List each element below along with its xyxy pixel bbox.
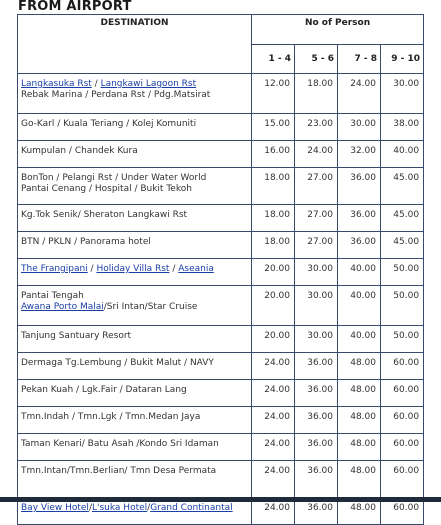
price-cell: 60.00	[381, 380, 424, 407]
price-cell: 40.00	[338, 286, 381, 326]
price-cell: 48.00	[338, 407, 381, 434]
price-cell: 30.00	[295, 326, 338, 353]
table-row	[18, 259, 424, 286]
destination-text: Rebak Marina / Perdana Rst / Pdg.Matsirat	[21, 90, 211, 100]
destination-text: /	[147, 503, 151, 513]
destination-text: Taman Kenari/ Batu Asah /Kondo Sri Idaman	[21, 439, 219, 449]
price-cell: 45.00	[381, 205, 424, 232]
destination-link[interactable]: Bay View Hotel	[21, 503, 89, 513]
price-cell: 60.00	[381, 461, 424, 498]
table-row	[18, 141, 424, 168]
destination-link[interactable]: Langkasuka Rst	[21, 79, 92, 89]
destination-header: DESTINATION	[18, 15, 252, 74]
destination-line	[21, 210, 248, 221]
price-cell: 24.00	[252, 380, 295, 407]
price-cell: 48.00	[338, 461, 381, 498]
destination-cell	[18, 168, 252, 205]
price-cell: 40.00	[381, 141, 424, 168]
price-cell: 18.00	[295, 74, 338, 114]
destination-cell	[18, 141, 252, 168]
table-row	[18, 286, 424, 326]
table-row	[18, 168, 424, 205]
price-cell: 18.00	[252, 232, 295, 259]
price-cell: 36.00	[295, 434, 338, 461]
destination-link[interactable]: Awana Porto Malai	[21, 302, 104, 312]
price-cell: 24.00	[252, 461, 295, 498]
destination-line	[21, 90, 248, 101]
price-cell: 36.00	[338, 168, 381, 205]
price-cell: 36.00	[338, 205, 381, 232]
destination-text: /	[169, 264, 179, 274]
table-row	[18, 74, 424, 114]
price-cell: 20.00	[252, 326, 295, 353]
destination-link[interactable]: L'suka Hotel	[91, 503, 148, 513]
destination-text: Tmn.Intan/Tmn.Berlian/ Tmn Desa Permata	[21, 466, 217, 476]
price-cell: 24.00	[295, 141, 338, 168]
header-row	[18, 15, 424, 45]
price-cell: 36.00	[295, 498, 338, 525]
price-cell: 60.00	[381, 353, 424, 380]
destination-line	[21, 439, 248, 450]
destination-line	[21, 173, 248, 184]
destination-cell	[18, 286, 252, 326]
destination-line	[21, 119, 248, 130]
table-row	[18, 326, 424, 353]
price-cell: 24.00	[252, 407, 295, 434]
price-cell: 36.00	[295, 353, 338, 380]
price-cell: 18.00	[252, 205, 295, 232]
section-title: FROM AIRPORT	[18, 0, 132, 14]
destination-line	[21, 385, 248, 396]
price-cell: 36.00	[295, 461, 338, 498]
price-cell: 30.00	[295, 259, 338, 286]
price-cell: 30.00	[295, 286, 338, 326]
price-cell: 60.00	[381, 407, 424, 434]
price-cell: 32.00	[338, 141, 381, 168]
destination-cell	[18, 326, 252, 353]
price-cell: 45.00	[381, 232, 424, 259]
table-row	[18, 353, 424, 380]
destination-text: BTN / PKLN / Panorama hotel	[21, 237, 151, 247]
price-cell: 16.00	[252, 141, 295, 168]
price-cell: 36.00	[295, 407, 338, 434]
destination-line	[21, 184, 248, 195]
price-cell: 48.00	[338, 434, 381, 461]
price-cell: 40.00	[338, 326, 381, 353]
group-header-5-6: 5 - 6	[295, 45, 338, 74]
group-header-9-10: 9 - 10	[381, 45, 424, 74]
destination-link[interactable]: Holiday Villa Rst	[96, 264, 170, 274]
destination-cell	[18, 114, 252, 141]
destination-text: Tmn.Indah / Tmn.Lgk / Tmn.Medan Jaya	[21, 412, 201, 422]
destination-text: Kumpulan / Chandek Kura	[21, 146, 138, 156]
price-cell: 23.00	[295, 114, 338, 141]
fare-table	[17, 14, 424, 525]
price-cell: 15.00	[252, 114, 295, 141]
price-cell: 48.00	[338, 353, 381, 380]
destination-cell	[18, 74, 252, 114]
price-cell: 50.00	[381, 326, 424, 353]
destination-cell	[18, 407, 252, 434]
destination-line	[21, 291, 248, 302]
price-cell: 48.00	[338, 498, 381, 525]
price-cell: 24.00	[252, 498, 295, 525]
price-cell: 27.00	[295, 205, 338, 232]
table-row	[18, 114, 424, 141]
table-row	[18, 205, 424, 232]
destination-link[interactable]: Langkawi Lagoon Rst	[100, 79, 197, 89]
destination-line	[21, 331, 248, 342]
price-cell: 20.00	[252, 259, 295, 286]
destination-text: /	[91, 79, 101, 89]
price-cell: 50.00	[381, 286, 424, 326]
price-cell: 27.00	[295, 232, 338, 259]
price-cell: 48.00	[338, 380, 381, 407]
price-cell: 30.00	[381, 74, 424, 114]
price-cell: 20.00	[252, 286, 295, 326]
price-cell: 60.00	[381, 434, 424, 461]
destination-cell	[18, 353, 252, 380]
destination-text: /Sri Intan/Star Cruise	[103, 302, 198, 312]
price-cell: 36.00	[295, 380, 338, 407]
destination-link[interactable]: Aseania	[178, 264, 214, 274]
price-cell: 12.00	[252, 74, 295, 114]
destination-line	[21, 503, 248, 514]
price-cell: 40.00	[338, 259, 381, 286]
price-cell: 36.00	[338, 232, 381, 259]
destination-text: Pantai Tengah	[21, 291, 84, 301]
destination-cell	[18, 259, 252, 286]
destination-text: BonTon / Pelangi Rst / Under Water World	[21, 173, 207, 183]
destination-line	[21, 146, 248, 157]
price-cell: 45.00	[381, 168, 424, 205]
price-cell: 30.00	[338, 114, 381, 141]
table-row	[18, 380, 424, 407]
destination-line	[21, 412, 248, 423]
price-cell: 18.00	[252, 168, 295, 205]
destination-link[interactable]: The Frangipani	[21, 264, 88, 274]
destination-line	[21, 302, 248, 313]
destination-text: /	[87, 264, 97, 274]
price-cell: 24.00	[252, 434, 295, 461]
destination-line	[21, 237, 248, 248]
price-cell: 24.00	[252, 353, 295, 380]
price-cell: 50.00	[381, 259, 424, 286]
group-header-1-4: 1 - 4	[252, 45, 295, 74]
price-cell: 24.00	[338, 74, 381, 114]
table-row	[18, 434, 424, 461]
destination-text: Go-Karl / Kuala Teriang / Kolej Komuniti	[21, 119, 197, 129]
destination-text: Dermaga Tg.Lembung / Bukit Malut / NAVY	[21, 358, 214, 368]
destination-link[interactable]: Grand Continantal	[150, 503, 233, 513]
destination-cell	[18, 232, 252, 259]
price-cell: 38.00	[381, 114, 424, 141]
destination-line	[21, 466, 248, 477]
destination-cell	[18, 434, 252, 461]
destination-text: Tanjung Santuary Resort	[21, 331, 132, 341]
table-row	[18, 232, 424, 259]
table-row	[18, 461, 424, 498]
destination-cell	[18, 380, 252, 407]
destination-text: Kg.Tok Senik/ Sheraton Langkawi Rst	[21, 210, 188, 220]
destination-line	[21, 358, 248, 369]
destination-line	[21, 79, 248, 90]
destination-text: Pekan Kuah / Lgk.Fair / Dataran Lang	[21, 385, 187, 395]
destination-text: Pantai Cenang / Hospital / Bukit Tekoh	[21, 184, 192, 194]
destination-cell	[18, 461, 252, 498]
table-row	[18, 407, 424, 434]
persons-header: No of Person	[252, 15, 424, 45]
price-cell: 60.00	[381, 498, 424, 525]
group-header-7-8: 7 - 8	[338, 45, 381, 74]
destination-text: /	[88, 503, 92, 513]
destination-cell	[18, 205, 252, 232]
price-cell: 27.00	[295, 168, 338, 205]
destination-line	[21, 264, 248, 275]
bottom-cut-row	[0, 497, 441, 502]
